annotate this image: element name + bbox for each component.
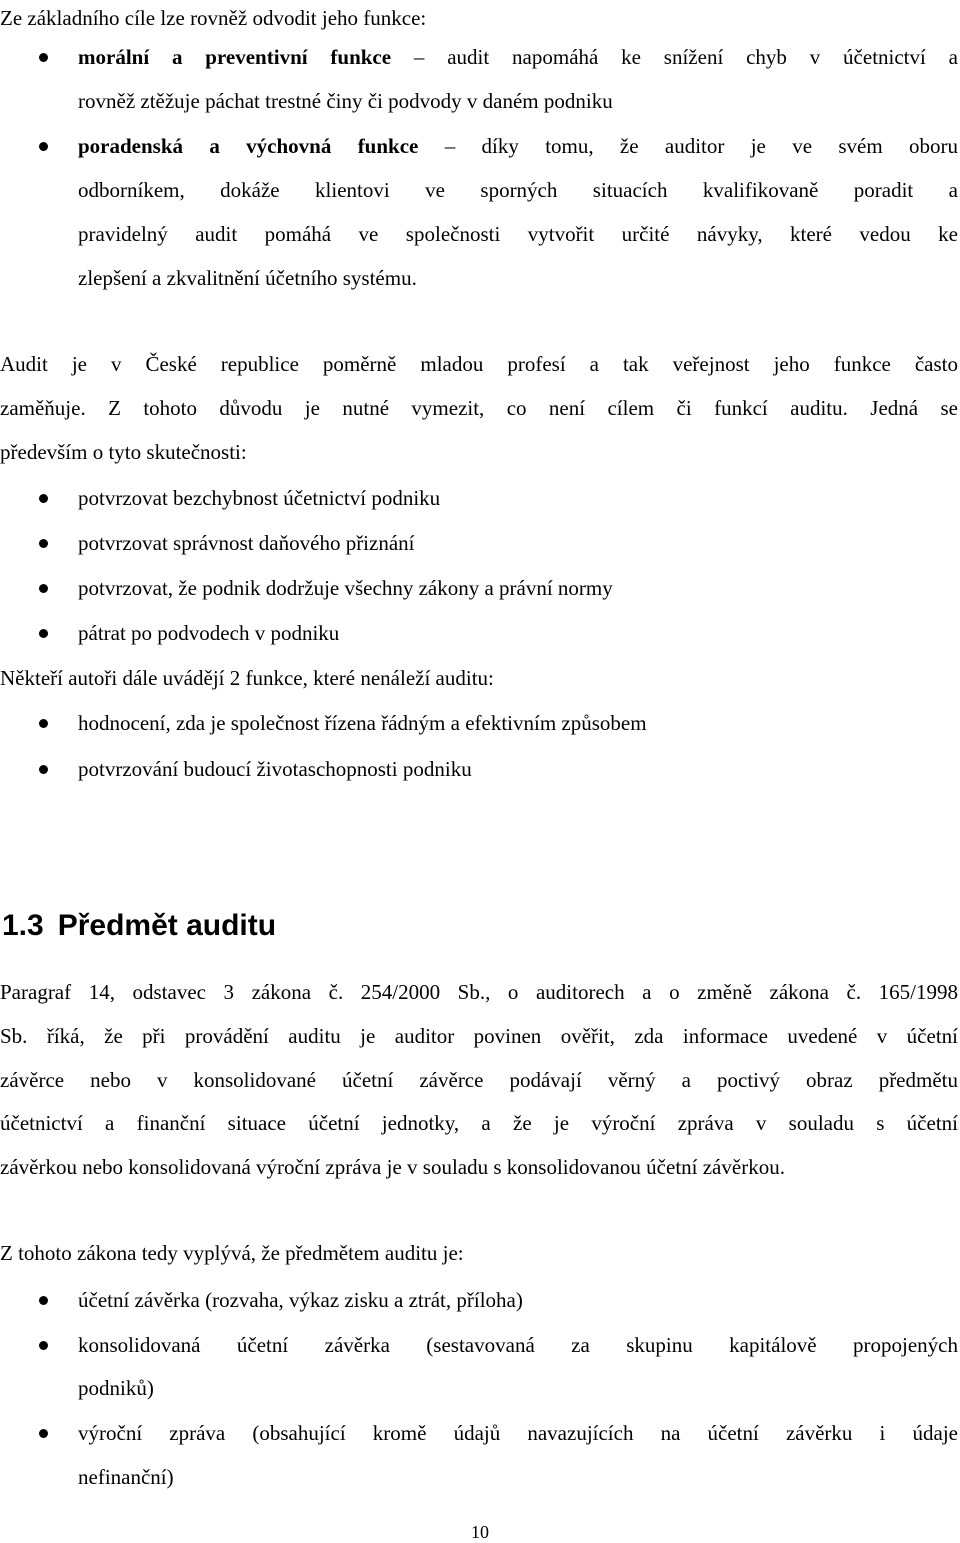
bullet-icon [39,1341,48,1350]
list-item: výroční zpráva (obsahující kromě údajů navazujících na účetní závěrku i údaje [78,1421,958,1445]
bullet-icon [39,719,48,728]
paragraph-line: Paragraf 14, odstavec 3 zákona č. 254/2000 Sb., o auditorech a o změně zákona č. 165/1998 [0,980,958,1004]
paragraph-line: Někteří autoři dále uvádějí 2 funkce, které nenáleží auditu: [0,666,494,690]
function-item-line: zlepšení a zkvalitnění účetního systému. [78,266,417,290]
page-number: 10 [471,1522,489,1542]
paragraph-line: závěrkou nebo konsolidovaná výroční zpráva je v souladu s konsolidovanou účetní závěrkou. [0,1155,785,1179]
function-item-line: rovněž ztěžuje páchat trestné činy či podvody v daném podniku [78,89,613,113]
bullet-icon [39,494,48,503]
bullet-icon [39,1429,48,1438]
list-item: potvrzovat bezchybnost účetnictví podniku [78,486,441,510]
paragraph-line: závěrce nebo v konsolidované účetní závěrce podávají věrný a poctivý obraz předmětu [0,1068,958,1092]
paragraph-line: Sb. říká, že při provádění auditu je auditor povinen ověřit, zda informace uvedené v účetní [0,1024,958,1048]
list-item: potvrzovat, že podnik dodržuje všechny zákony a právní normy [78,576,613,600]
bullet-icon [39,629,48,638]
section-title: Předmět auditu [57,909,277,942]
list-item: účetní závěrka (rozvaha, výkaz zisku a ztrát, příloha) [78,1288,523,1312]
function-item-line [78,42,958,72]
paragraph-line: Z tohoto zákona tedy vyplývá, že předmětem auditu je: [0,1241,464,1265]
function-item-line [78,131,958,161]
list-item-continuation: nefinanční) [78,1465,174,1489]
bullet-icon [39,142,48,151]
list-item: hodnocení, zda je společnost řízena řádným a efektivním způsobem [78,711,647,735]
bullet-icon [39,1296,48,1305]
section-number: 1.3 [2,909,44,942]
function-item-line: pravidelný audit pomáhá ve společnosti vytvořit určité návyky, které vedou ke [78,222,958,246]
function-description: – díky tomu, že auditor je ve svém oboru [444,134,958,158]
paragraph-line: především o tyto skutečnosti: [0,440,247,464]
list-item: potvrzování budoucí životaschopnosti podniku [78,757,472,781]
function-description: – audit napomáhá ke snížení chyb v účetnictví a [413,45,958,69]
bullet-icon [39,584,48,593]
list-item: konsolidovaná účetní závěrka (sestavovaná za skupinu kapitálově propojených [78,1333,958,1357]
paragraph-line: účetnictví a finanční situace účetní jednotky, a že je výroční zpráva v souladu s účetní [0,1111,958,1135]
paragraph-line: zaměňuje. Z tohoto důvodu je nutné vymezit, co není cílem či funkcí auditu. Jedná se [0,396,958,420]
bullet-icon [39,765,48,774]
bullet-icon [39,53,48,62]
bullet-icon [39,539,48,548]
function-term: morální a preventivní funkce [78,45,392,69]
function-item-line: odborníkem, dokáže klientovi ve sporných situacích kvalifikovaně poradit a [78,178,958,202]
paragraph-line: Audit je v České republice poměrně mladou profesí a tak veřejnost jeho funkce často [0,352,958,376]
list-item: potvrzovat správnost daňového přiznání [78,531,415,555]
list-item-continuation: podniků) [78,1376,154,1400]
function-term: poradenská a výchovná funkce [78,134,419,158]
section-heading [2,906,276,946]
intro-text: Ze základního cíle lze rovněž odvodit jeho funkce: [0,6,427,30]
list-item: pátrat po podvodech v podniku [78,621,340,645]
